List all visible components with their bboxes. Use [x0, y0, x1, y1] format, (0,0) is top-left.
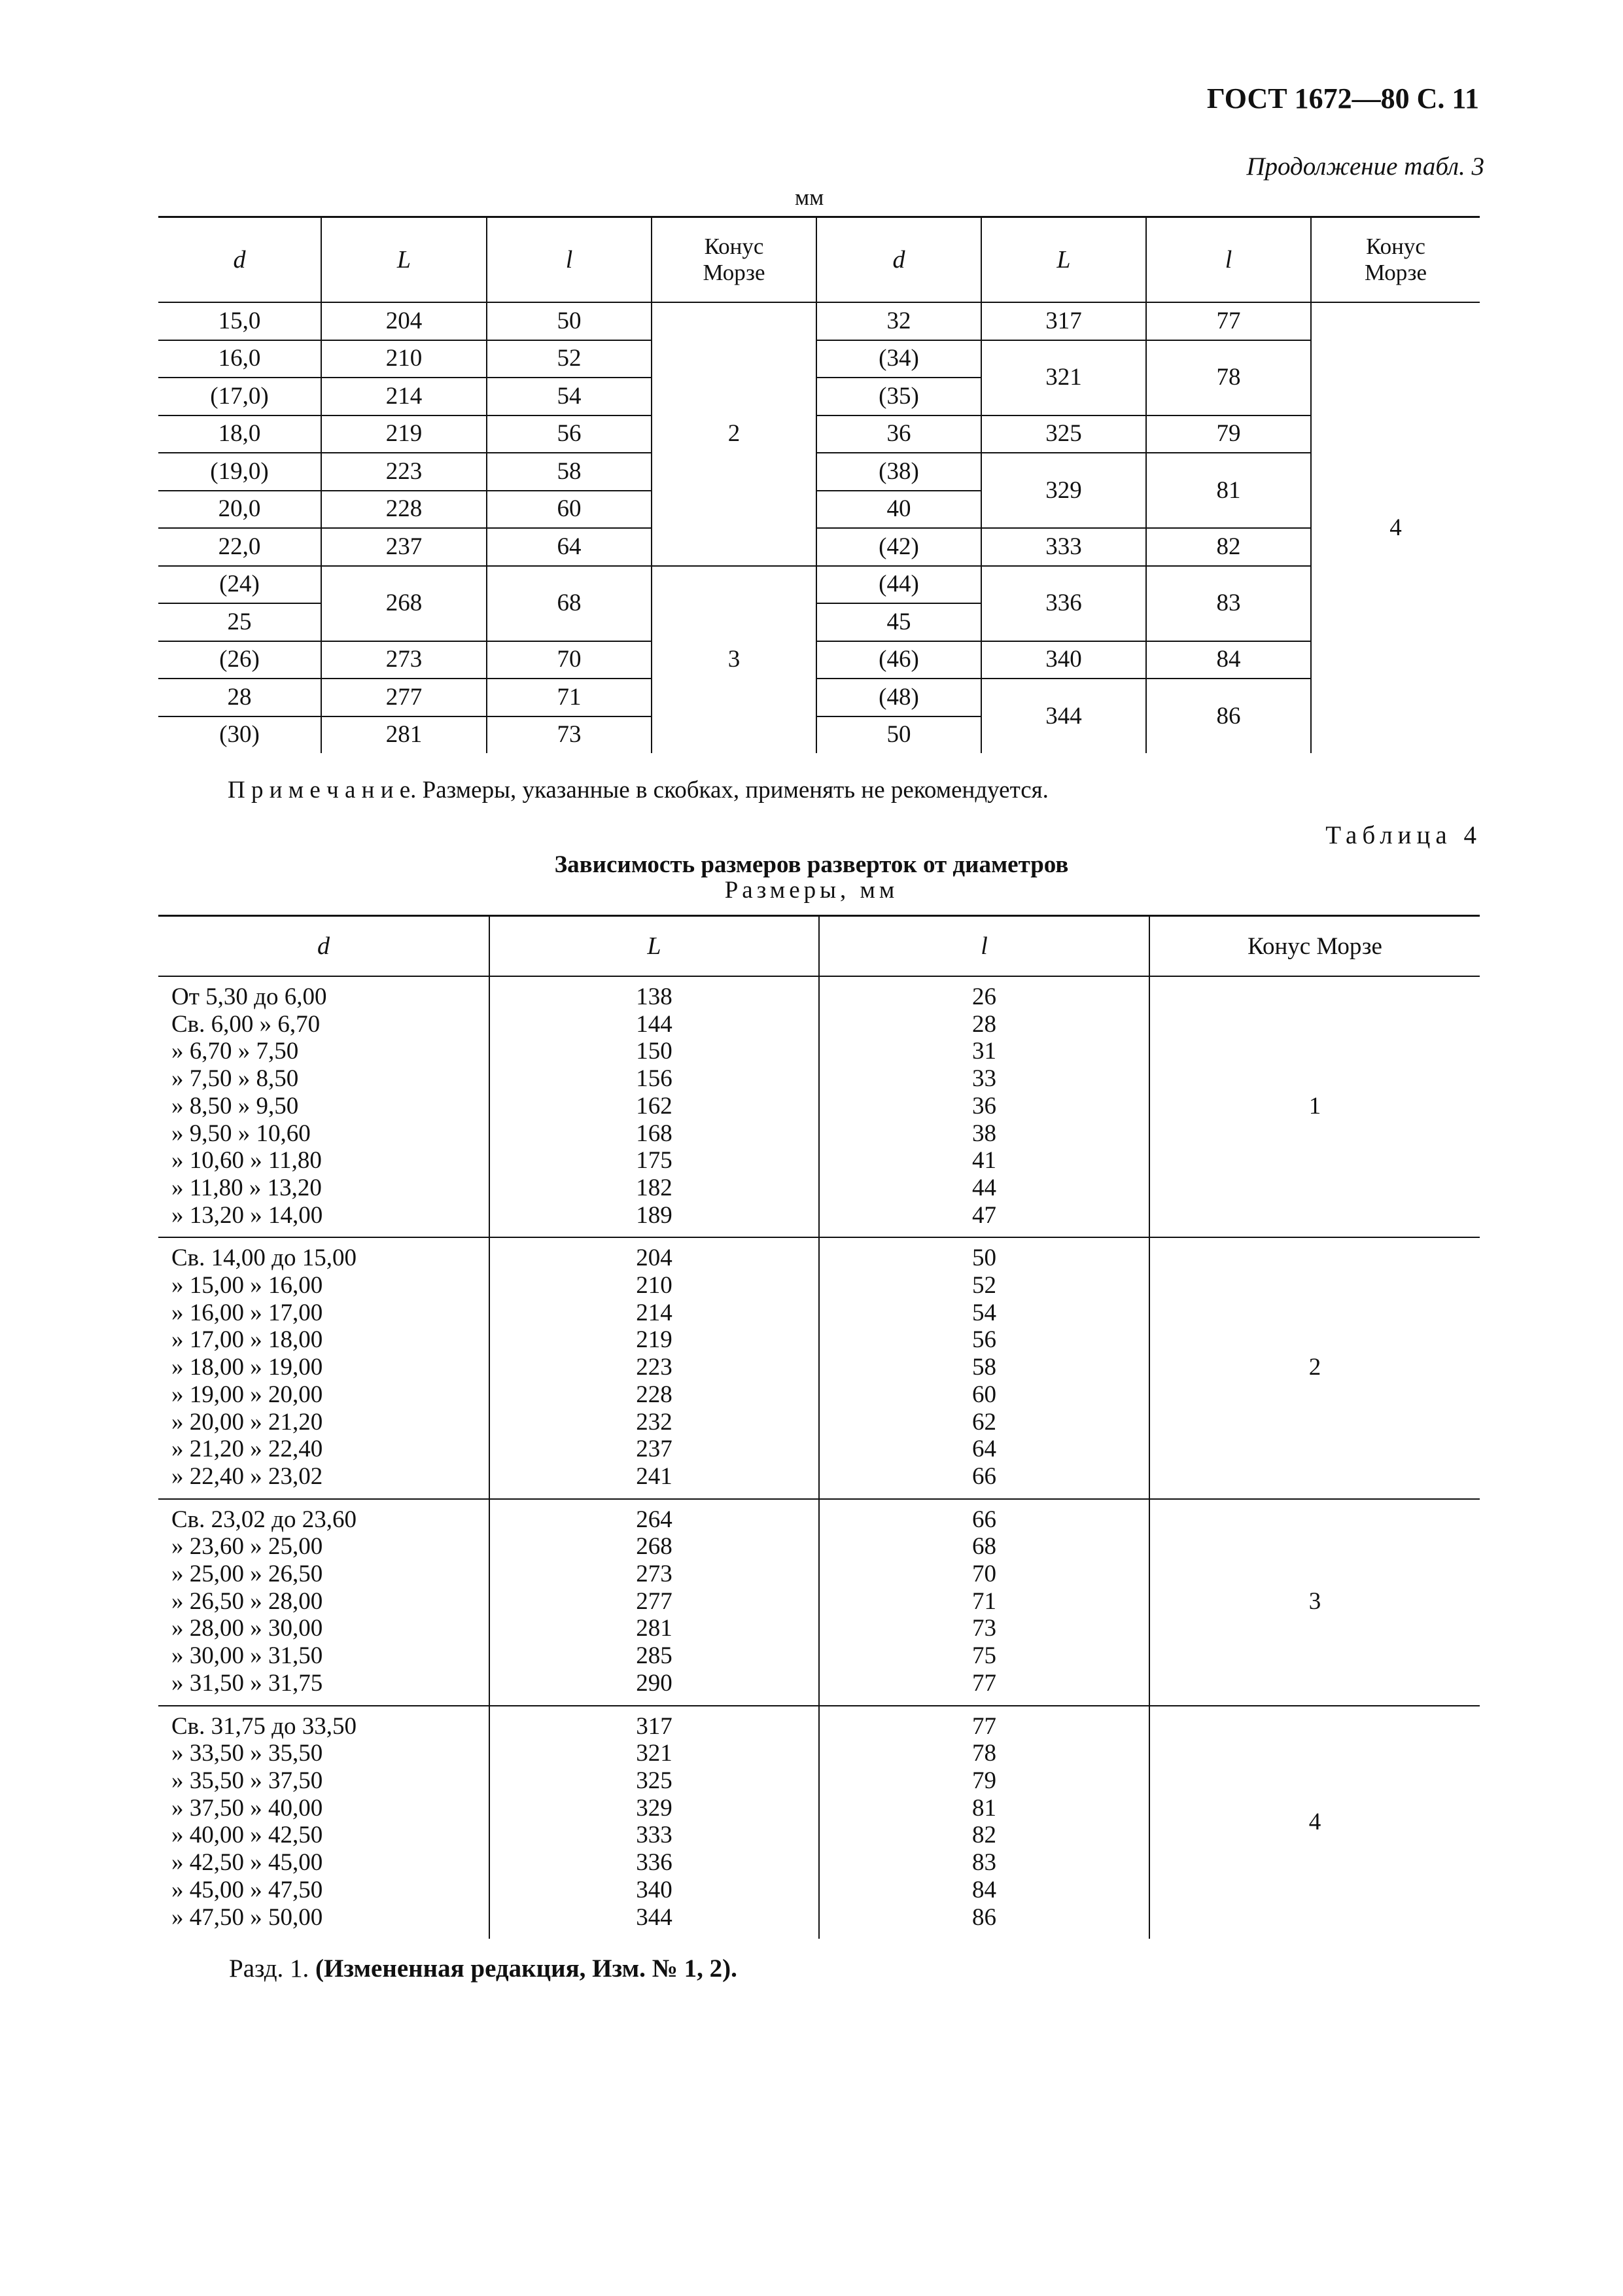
t4-l-value: 60 — [972, 1381, 996, 1408]
t3-cell: 77 — [1146, 302, 1311, 340]
t3-cell: (44) — [816, 566, 981, 604]
t4-l-value: 56 — [972, 1326, 996, 1354]
t3-cell: 321 — [981, 340, 1146, 415]
t4-header-kon: Конус Морзе — [1149, 916, 1480, 977]
t3-cell: 325 — [981, 415, 1146, 453]
t4-L-cell — [489, 976, 819, 1237]
t4-L-value: 344 — [636, 1903, 672, 1931]
t4-d-value: » 21,20 » 22,40 — [171, 1436, 323, 1463]
t4-d-value: » 42,50 » 45,00 — [171, 1849, 323, 1877]
t4-L-value: 162 — [636, 1092, 672, 1120]
t4-d-value: » 25,00 » 26,50 — [171, 1561, 323, 1588]
t4-L-value: 182 — [636, 1174, 672, 1201]
t4-d-value: Св. 6,00 » 6,70 — [171, 1010, 321, 1038]
t4-l-value: 79 — [972, 1767, 996, 1794]
t4-l-cell — [819, 1237, 1149, 1498]
t4-l-value: 75 — [972, 1642, 996, 1670]
t4-d-value: » 15,00 » 16,00 — [171, 1272, 323, 1299]
t4-d-value: » 22,40 » 23,02 — [171, 1462, 323, 1490]
table-row — [158, 415, 1480, 453]
t4-d-value: » 26,50 » 28,00 — [171, 1587, 323, 1615]
t3-cell: 40 — [816, 491, 981, 529]
t3-cell: 340 — [981, 641, 1146, 679]
t4-l-value: 82 — [972, 1822, 996, 1849]
t4-L-value: 277 — [636, 1587, 672, 1615]
t4-l-value: 54 — [972, 1299, 996, 1326]
t3-cell: (48) — [816, 679, 981, 716]
table-row — [158, 566, 1480, 604]
t3-cell: 84 — [1146, 641, 1311, 679]
t4-l-value: 38 — [972, 1120, 996, 1147]
t4-L-value: 214 — [636, 1299, 672, 1326]
t4-L-value: 228 — [636, 1381, 672, 1408]
table-row — [158, 453, 1480, 491]
t4-L-value: 325 — [636, 1767, 672, 1794]
t4-l-value: 66 — [972, 1506, 996, 1533]
t3-kon-cell: 3 — [652, 566, 816, 754]
t4-l-value: 28 — [972, 1010, 996, 1038]
t4-l-value: 70 — [972, 1561, 996, 1588]
t4-l-cell — [819, 1499, 1149, 1706]
t4-L-value: 156 — [636, 1065, 672, 1093]
t4-L-cell — [489, 1237, 819, 1498]
t4-d-value: » 8,50 » 9,50 — [171, 1092, 299, 1120]
t4-l-value: 73 — [972, 1615, 996, 1642]
t4-d-cell — [158, 1237, 489, 1498]
t4-L-value: 336 — [636, 1849, 672, 1877]
revision-prefix: Разд. 1. — [229, 1954, 309, 1983]
t3-cell: (24) — [158, 566, 321, 604]
t3-cell: (30) — [219, 721, 260, 749]
t4-l-value: 36 — [972, 1092, 996, 1120]
table-3-note: П р и м е ч а н и е. Размеры, указанные в скобках, применять не рекомендуется. — [228, 777, 1049, 804]
table-4 — [158, 915, 1480, 1939]
t4-kon-cell: 2 — [1149, 1237, 1480, 1498]
t3-cell: 71 — [487, 679, 652, 716]
t3-cell: 336 — [981, 566, 1146, 641]
t4-l-value: 68 — [972, 1533, 996, 1561]
t4-L-value: 138 — [636, 983, 672, 1010]
unit-label: мм — [795, 185, 824, 210]
t3-header-kon: Конус Морзе — [652, 217, 816, 303]
t4-kon-cell: 3 — [1149, 1499, 1480, 1706]
t3-cell: 81 — [1146, 453, 1311, 528]
t4-l-value: 31 — [972, 1038, 996, 1065]
t4-d-value: » 47,50 » 50,00 — [171, 1903, 323, 1931]
t3-cell: 52 — [487, 340, 652, 378]
t4-l-value: 66 — [972, 1462, 996, 1490]
t4-L-value: 223 — [636, 1354, 672, 1381]
t4-l-cell — [819, 976, 1149, 1237]
t4-d-value: » 30,00 » 31,50 — [171, 1642, 323, 1670]
t3-kon-cell: 4 — [1311, 302, 1480, 753]
t3-cell: 36 — [816, 415, 981, 453]
t4-L-value: 281 — [636, 1615, 672, 1642]
t4-l-value: 50 — [972, 1245, 996, 1272]
t4-d-value: Св. 31,75 до 33,50 — [171, 1712, 357, 1740]
t4-L-value: 189 — [636, 1201, 672, 1229]
t4-l-value: 77 — [972, 1669, 996, 1697]
t4-d-value: » 23,60 » 25,00 — [171, 1533, 323, 1561]
t4-L-value: 168 — [636, 1120, 672, 1147]
table-4-group — [158, 1237, 1480, 1498]
t4-L-value: 241 — [636, 1462, 672, 1490]
t3-cell: 22,0 — [158, 528, 321, 566]
t4-d-value: » 20,00 » 21,20 — [171, 1408, 323, 1436]
t4-d-value: » 11,80 » 13,20 — [171, 1174, 322, 1201]
t4-l-value: 84 — [972, 1876, 996, 1903]
t3-cell: 329 — [981, 453, 1146, 528]
t3-cell: (34) — [816, 340, 981, 378]
t4-d-value: » 40,00 » 42,50 — [171, 1822, 323, 1849]
table-row — [158, 528, 1480, 566]
t4-L-value: 268 — [636, 1533, 672, 1561]
table-3 — [158, 216, 1480, 753]
t3-cell: 83 — [1146, 566, 1311, 641]
table-4-group — [158, 976, 1480, 1237]
t3-cell: 73 — [487, 716, 652, 754]
t4-L-value: 264 — [636, 1506, 672, 1533]
t4-L-value: 232 — [636, 1408, 672, 1436]
t3-kon-cell: 2 — [652, 302, 816, 566]
t3-cell: 32 — [816, 302, 981, 340]
t3-cell: 86 — [1146, 679, 1311, 753]
t3-header-L2: L — [981, 217, 1146, 303]
t3-cell: 317 — [981, 302, 1146, 340]
table-row — [158, 340, 1480, 378]
t3-cell: 18,0 — [158, 415, 321, 453]
t3-cell: 82 — [1146, 528, 1311, 566]
t4-L-value: 210 — [636, 1272, 672, 1299]
t3-cell: 228 — [321, 491, 487, 529]
t4-L-value: 144 — [636, 1010, 672, 1038]
t4-l-value: 62 — [972, 1408, 996, 1436]
t4-l-value: 52 — [972, 1272, 996, 1299]
t4-l-value: 78 — [972, 1740, 996, 1767]
table-row — [158, 302, 1480, 340]
t4-d-value: » 28,00 » 30,00 — [171, 1615, 323, 1642]
t3-header-L: L — [321, 217, 487, 303]
t4-header-d: d — [158, 916, 489, 977]
t3-header-l2: l — [1146, 217, 1311, 303]
t3-cell: (46) — [816, 641, 981, 679]
t3-cell: 45 — [816, 603, 981, 641]
t3-cell: 210 — [321, 340, 487, 378]
t4-d-value: » 18,00 » 19,00 — [171, 1354, 323, 1381]
t4-L-value: 333 — [636, 1822, 672, 1849]
t4-d-value: От 5,30 до 6,00 — [171, 983, 327, 1010]
t3-cell: 237 — [321, 528, 487, 566]
table-4-group — [158, 1706, 1480, 1939]
t4-l-value: 33 — [972, 1065, 996, 1093]
t3-cell: 273 — [321, 641, 487, 679]
table-row — [158, 679, 1480, 716]
t4-l-value: 58 — [972, 1354, 996, 1381]
t4-d-value: » 16,00 » 17,00 — [171, 1299, 323, 1326]
t4-l-value: 64 — [972, 1436, 996, 1463]
t4-d-value: » 37,50 » 40,00 — [171, 1794, 323, 1822]
t4-l-value: 81 — [972, 1794, 996, 1822]
t4-d-value: » 19,00 » 20,00 — [171, 1381, 323, 1408]
t3-cell: 50 — [816, 716, 981, 754]
t3-cell: 25 — [158, 603, 321, 641]
t4-d-value: Св. 23,02 до 23,60 — [171, 1506, 357, 1533]
t3-cell: 78 — [1146, 340, 1311, 415]
t4-L-value: 150 — [636, 1038, 672, 1065]
t4-l-value: 86 — [972, 1903, 996, 1931]
t4-L-value: 237 — [636, 1436, 672, 1463]
t4-d-value: » 13,20 » 14,00 — [171, 1201, 323, 1229]
t4-l-value: 41 — [972, 1147, 996, 1174]
t3-cell: 268 — [321, 566, 487, 641]
t4-d-value: » 17,00 » 18,00 — [171, 1326, 323, 1354]
t3-cell: (42) — [816, 528, 981, 566]
t3-header-l: l — [487, 217, 652, 303]
t4-kon-cell: 4 — [1149, 1706, 1480, 1939]
t4-L-value: 317 — [636, 1712, 672, 1740]
t3-cell: (19,0) — [158, 453, 321, 491]
t4-L-value: 321 — [636, 1740, 672, 1767]
t3-cell: 344 — [981, 679, 1146, 753]
t3-cell: (17,0) — [158, 378, 321, 415]
continuation-label: Продолжение табл. 3 — [1246, 152, 1484, 181]
t4-d-value: » 33,50 » 35,50 — [171, 1740, 323, 1767]
t3-cell: 56 — [487, 415, 652, 453]
t4-d-value: » 6,70 » 7,50 — [171, 1038, 299, 1065]
t4-L-value: 329 — [636, 1794, 672, 1822]
t3-cell: 50 — [487, 302, 652, 340]
t4-L-value: 204 — [636, 1245, 672, 1272]
page-title: ГОСТ 1672—80 С. 11 — [1206, 82, 1479, 115]
t4-d-cell — [158, 976, 489, 1237]
t4-d-value: Св. 14,00 до 15,00 — [171, 1245, 357, 1272]
t3-cell: 277 — [321, 679, 487, 716]
t3-cell: (38) — [816, 453, 981, 491]
t3-cell: 64 — [487, 528, 652, 566]
t4-kon-cell: 1 — [1149, 976, 1480, 1237]
t4-L-value: 273 — [636, 1561, 672, 1588]
t4-L-value: 285 — [636, 1642, 672, 1670]
t3-cell: 333 — [981, 528, 1146, 566]
t4-d-value: » 10,60 » 11,80 — [171, 1147, 322, 1174]
revision-text: (Измененная редакция, Изм. № 1, 2). — [315, 1954, 737, 1983]
t3-cell: 79 — [1146, 415, 1311, 453]
t3-cell: 16,0 — [158, 340, 321, 378]
t4-l-value: 44 — [972, 1174, 996, 1201]
t4-l-cell — [819, 1706, 1149, 1939]
table-4-group — [158, 1499, 1480, 1706]
t3-cell: 28 — [158, 679, 321, 716]
t3-cell: 20,0 — [158, 491, 321, 529]
t3-cell: (26) — [158, 641, 321, 679]
t3-cell: 68 — [487, 566, 652, 641]
t4-L-cell — [489, 1499, 819, 1706]
t4-L-value: 340 — [636, 1876, 672, 1903]
t3-cell: 54 — [487, 378, 652, 415]
table-row — [158, 641, 1480, 679]
t4-l-value: 71 — [972, 1587, 996, 1615]
t4-d-value: » 31,50 » 31,75 — [171, 1669, 323, 1697]
t3-cell: 214 — [321, 378, 487, 415]
t4-l-value: 83 — [972, 1849, 996, 1877]
table-4-subtitle: Размеры, мм — [724, 877, 899, 904]
t4-L-value: 219 — [636, 1326, 672, 1354]
t4-header-l: l — [819, 916, 1149, 977]
t4-d-value: » 9,50 » 10,60 — [171, 1120, 311, 1147]
t3-cell: 281 — [321, 716, 487, 754]
t3-header-d: d — [158, 217, 321, 303]
t4-d-cell — [158, 1499, 489, 1706]
t4-header-L: L — [489, 916, 819, 977]
table-4-label: Таблица 4 — [1325, 821, 1482, 849]
t4-l-value: 47 — [972, 1201, 996, 1229]
t3-cell: (35) — [816, 378, 981, 415]
t3-cell: 58 — [487, 453, 652, 491]
t4-L-cell — [489, 1706, 819, 1939]
t3-header-kon2: Конус Морзе — [1311, 217, 1480, 303]
t3-cell: 204 — [321, 302, 487, 340]
revision-note — [229, 1954, 737, 1983]
t3-header-d2: d — [816, 217, 981, 303]
t4-l-value: 77 — [972, 1712, 996, 1740]
t3-cell: 70 — [487, 641, 652, 679]
t3-cell: 219 — [321, 415, 487, 453]
t3-cell: 223 — [321, 453, 487, 491]
t3-cell: 60 — [487, 491, 652, 529]
t4-d-value: » 7,50 » 8,50 — [171, 1065, 299, 1093]
t4-l-value: 26 — [972, 983, 996, 1010]
t4-d-value: » 35,50 » 37,50 — [171, 1767, 323, 1794]
t4-d-value: » 45,00 » 47,50 — [171, 1876, 323, 1903]
t4-L-value: 175 — [636, 1147, 672, 1174]
t4-d-cell — [158, 1706, 489, 1939]
t3-cell: 15,0 — [158, 302, 321, 340]
t4-L-value: 290 — [636, 1669, 672, 1697]
table-4-title: Зависимость размеров разверток от диаметров — [554, 851, 1069, 878]
